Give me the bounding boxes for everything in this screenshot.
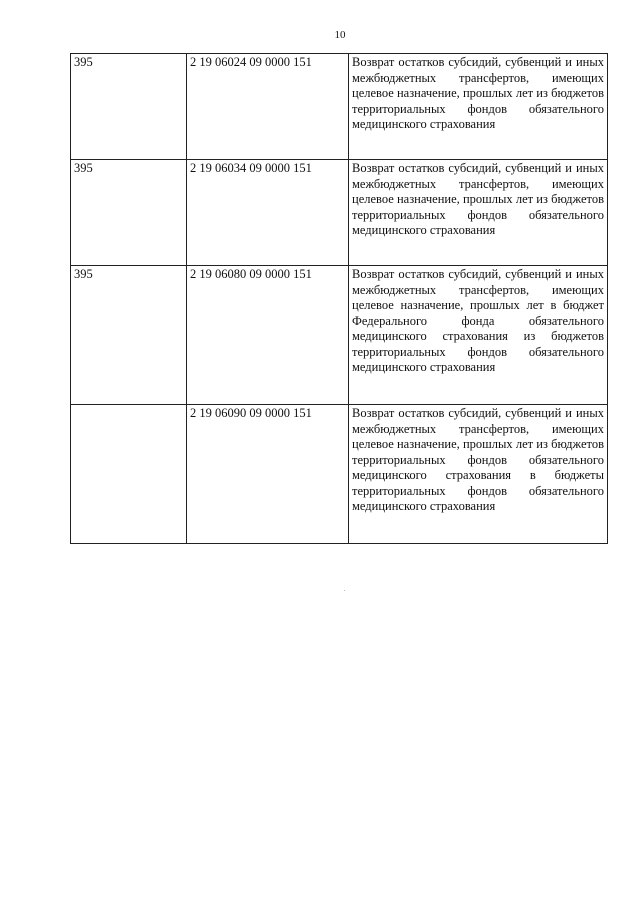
income-name-cell: Возврат остатков субсидий, субвенций и иных межбюджетных трансфертов, имеющих целевое назначение, прошлых лет из бюджетов территориальных фондов обязательного медицинского страхования bbox=[349, 160, 608, 266]
budget-code-cell: 2 19 06024 09 0000 151 bbox=[187, 54, 349, 160]
table-row bbox=[71, 160, 608, 266]
income-name-cell: Возврат остатков субсидий, субвенций и иных межбюджетных трансфертов, имеющих целевое назначение, прошлых лет из бюджетов территориальных фондов обязательного медицинского страхования в бюджеты территориальных фондов обязательного медицинского страхования bbox=[349, 405, 608, 544]
budget-code-cell: 2 19 06090 09 0000 151 bbox=[187, 405, 349, 544]
table-row bbox=[71, 266, 608, 405]
budget-code-cell: 2 19 06080 09 0000 151 bbox=[187, 266, 349, 405]
admin-code-cell: 395 bbox=[71, 54, 187, 160]
admin-code-cell: 395 bbox=[71, 160, 187, 266]
income-name-cell: Возврат остатков субсидий, субвенций и иных межбюджетных трансфертов, имеющих целевое назначение, прошлых лет из бюджетов территориальных фондов обязательного медицинского страхования bbox=[349, 54, 608, 160]
table-row bbox=[71, 54, 608, 160]
budget-code-cell: 2 19 06034 09 0000 151 bbox=[187, 160, 349, 266]
admin-code-cell: 395 bbox=[71, 266, 187, 405]
income-name-cell: Возврат остатков субсидий, субвенций и иных межбюджетных трансфертов, имеющих целевое назначение, прошлых лет в бюджет Федерального фонда обязательного медицинского страхования из бюджетов территориальных фондов обязательного медицинского страхования bbox=[349, 266, 608, 405]
table-row bbox=[71, 405, 608, 544]
budget-codes-table bbox=[70, 53, 608, 544]
page-number: 10 bbox=[334, 29, 346, 41]
scan-speck bbox=[344, 590, 345, 591]
admin-code-cell bbox=[71, 405, 187, 544]
